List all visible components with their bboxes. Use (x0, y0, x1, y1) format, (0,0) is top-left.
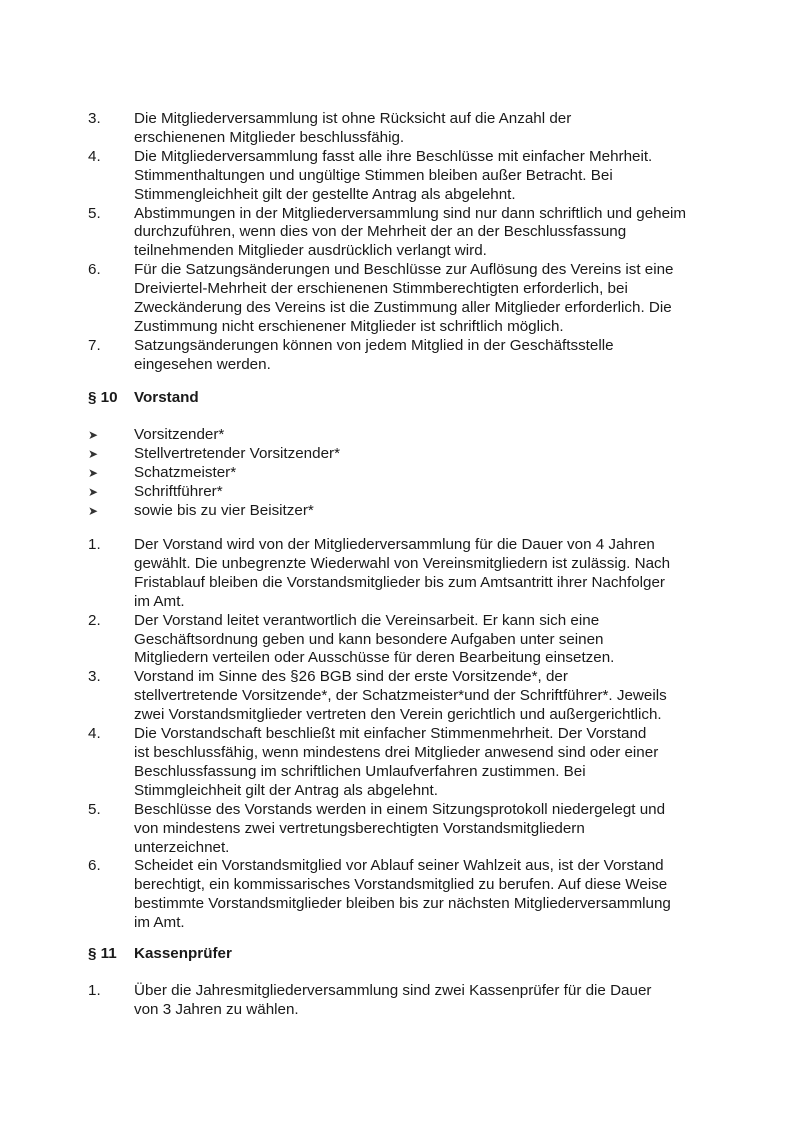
list-item (88, 725, 728, 801)
bullet-item (88, 445, 728, 464)
item-text-line: Die Vorstandschaft beschließt mit einfacher Stimmenmehrheit. Der Vorstand (134, 725, 647, 743)
item-text-line: Vorstand im Sinne des §26 BGB sind der erste Vorsitzende*, der (134, 668, 568, 686)
arrow-bullet-icon: ➤ (88, 484, 99, 499)
item-text-line: stellvertretende Vorsitzende*, der Schatzmeister*und der Schriftführer*. Jeweils (134, 687, 667, 705)
list-item (88, 205, 728, 262)
item-text-line: Mitgliedern verteilen oder Ausschüsse für deren Bearbeitung einsetzen. (134, 649, 615, 667)
item-text-line: erschienenen Mitglieder beschlussfähig. (134, 128, 405, 146)
item-text-line: Die Mitgliederversammlung ist ohne Rücksicht auf die Anzahl der (134, 110, 572, 127)
item-text-line: Der Vorstand wird von der Mitgliederversammlung für die Dauer von 4 Jahren (134, 536, 655, 553)
item-text-line: zwei Vorstandsmitglieder vertreten den Verein gerichtlich und außergerichtlich. (134, 706, 662, 724)
item-text-line: Abstimmungen in der Mitgliederversammlung sind nur dann schriftlich und geheim (134, 204, 687, 222)
item-text-line: durchzuführen, wenn dies von der Mehrheit der an der Beschlussfassung (134, 223, 627, 241)
item-number: 6. (88, 857, 101, 875)
section11-list (88, 982, 728, 1020)
item-text-line: Geschäftsordnung geben und kann besondere Aufgaben unter seinen (134, 630, 604, 648)
item-number: 3. (88, 110, 101, 127)
section-title: Kassenprüfer (134, 945, 232, 962)
bullet-item (88, 502, 728, 521)
item-number: 1. (88, 536, 101, 553)
arrow-bullet-icon: ➤ (88, 428, 99, 442)
list-item (88, 261, 728, 337)
item-text-line: eingesehen werden. (134, 355, 271, 373)
item-number: 4. (88, 725, 101, 743)
item-text-line: von mindestens zwei vertretungsberechtigten Vorstandsmitgliedern (134, 819, 585, 837)
bullet-text: Vorsitzender* (134, 426, 225, 443)
section-heading-10 (88, 388, 199, 407)
bullet-item (88, 464, 728, 483)
item-number: 1. (88, 982, 101, 999)
section-heading-11 (88, 944, 232, 963)
item-text-line: Satzungsänderungen können von jedem Mitglied in der Geschäftsstelle (134, 336, 614, 354)
item-text-line: teilnehmenden Mitglieder ausdrücklich verlangt wird. (134, 242, 487, 260)
bullet-item (88, 426, 728, 445)
item-text-line: bestimmte Vorstandsmitglieder bleiben bis zur nächsten Mitgliederversammlung (134, 895, 671, 913)
item-text-line: gewählt. Die unbegrenzte Wiederwahl von Vereinsmitgliedern ist zulässig. Nach (134, 554, 671, 572)
item-text-line: ist beschlussfähig, wenn mindestens drei Mitglieder anwesend sind oder einer (134, 743, 659, 761)
item-number: 3. (88, 668, 101, 686)
item-text-line: im Amt. (134, 592, 185, 610)
item-text-line: Zustimmung nicht erschienener Mitglieder ist schriftlich möglich. (134, 317, 564, 335)
section10-list (88, 536, 728, 933)
item-text-line: Die Mitgliederversammlung fasst alle ihre Beschlüsse mit einfacher Mehrheit. (134, 147, 653, 165)
arrow-bullet-icon: ➤ (88, 503, 99, 518)
item-text-line: Scheidet ein Vorstandsmitglied vor Ablauf seiner Wahlzeit aus, ist der Vorstand (134, 857, 664, 875)
item-text-line: berechtigt, ein kommissarisches Vorstandsmitglied zu berufen. Auf diese Weise (134, 876, 668, 894)
item-number: 7. (88, 336, 101, 354)
list-item (88, 857, 728, 933)
item-text-line: von 3 Jahren zu wählen. (134, 1000, 299, 1018)
bullet-text: Schatzmeister* (134, 463, 237, 481)
bullet-text: Stellvertretender Vorsitzender* (134, 444, 340, 462)
item-number: 2. (88, 611, 101, 629)
item-number: 5. (88, 800, 101, 818)
section-number: § 11 (88, 945, 117, 962)
item-text-line: Stimmenthaltungen und ungültige Stimmen bleiben außer Betracht. Bei (134, 166, 613, 184)
item-number: 4. (88, 147, 101, 165)
bullet-text: sowie bis zu vier Beisitzer* (134, 501, 314, 519)
item-text-line: Stimmgleichheit gilt der Antrag als abgelehnt. (134, 781, 438, 799)
item-text-line: Beschlüsse des Vorstands werden in einem Sitzungsprotokoll niedergelegt und (134, 800, 666, 818)
item-number: 6. (88, 261, 101, 279)
list-item (88, 148, 728, 205)
list-item (88, 337, 728, 375)
item-text-line: Zweckänderung des Vereins ist die Zustimmung aller Mitglieder erforderlich. Die (134, 299, 672, 317)
arrow-bullet-icon: ➤ (88, 465, 99, 480)
item-text-line: Dreiviertel-Mehrheit der erschienenen Stimmberechtigten erforderlich, bei (134, 280, 628, 298)
list-item (88, 668, 728, 725)
item-text-line: im Amt. (134, 914, 185, 932)
list-item (88, 536, 728, 612)
item-text-line: Beschlussfassung im schriftlichen Umlaufverfahren zustimmen. Bei (134, 762, 586, 780)
bullet-item (88, 483, 728, 502)
bullet-text: Schriftführer* (134, 482, 223, 500)
arrow-bullet-icon: ➤ (88, 446, 99, 461)
section9-list (88, 110, 728, 375)
section-title: Vorstand (134, 389, 199, 406)
item-text-line: Fristablauf bleiben die Vorstandsmitglieder bis zum Amtsantritt ihrer Nachfolger (134, 573, 665, 591)
list-item (88, 110, 728, 148)
item-text-line: Für die Satzungsänderungen und Beschlüsse zur Auflösung des Vereins ist eine (134, 261, 674, 279)
list-item (88, 801, 728, 858)
item-number: 5. (88, 204, 101, 222)
section-number: § 10 (88, 389, 118, 406)
list-item (88, 982, 728, 1020)
item-text-line: Der Vorstand leitet verantwortlich die Vereinsarbeit. Er kann sich eine (134, 611, 600, 629)
item-text-line: Über die Jahresmitgliederversammlung sind zwei Kassenprüfer für die Dauer (134, 982, 652, 999)
list-item (88, 612, 728, 669)
item-text-line: unterzeichnet. (134, 838, 230, 856)
item-text-line: Stimmengleichheit gilt der gestellte Antrag als abgelehnt. (134, 185, 516, 203)
board-members-list (88, 426, 728, 521)
